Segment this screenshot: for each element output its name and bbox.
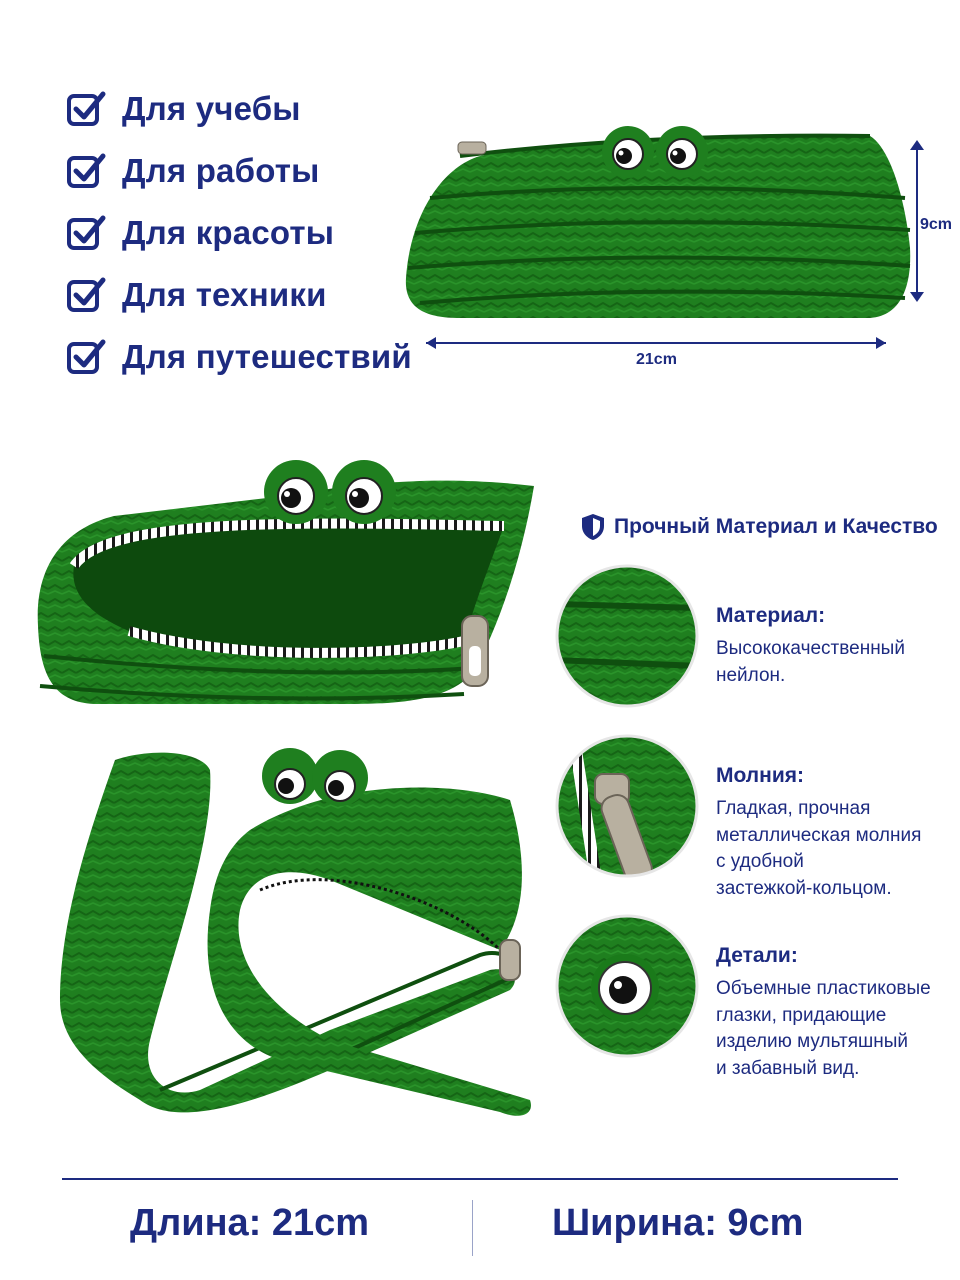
checkbox-checked-icon bbox=[66, 213, 106, 253]
footer-length: Длина: 21cm bbox=[130, 1202, 370, 1244]
width-dimension-label: 21cm bbox=[636, 351, 677, 368]
eyes-closeup-circle bbox=[555, 914, 699, 1058]
footer-vertical-separator bbox=[472, 1200, 473, 1256]
feature-text-line: застежкой-кольцом. bbox=[716, 877, 892, 899]
height-dimension-label: 9cm bbox=[920, 216, 953, 233]
checklist-item bbox=[66, 140, 426, 202]
feature-text-line: глазки, придающие bbox=[716, 1004, 887, 1026]
feature-text-line: Гладкая, прочная bbox=[716, 798, 871, 819]
material-closeup-circle bbox=[555, 564, 699, 708]
checklist-item bbox=[66, 326, 426, 388]
quality-heading bbox=[580, 512, 938, 542]
zipper-closeup-circle bbox=[555, 734, 699, 878]
feature-details bbox=[716, 944, 946, 1082]
width-dimension-arrow bbox=[424, 333, 888, 353]
shield-icon bbox=[580, 512, 606, 542]
feature-title: Детали: bbox=[716, 944, 798, 967]
pouch-unzipped-image bbox=[30, 740, 550, 1120]
quality-heading-text: Прочный Материал и Качество bbox=[614, 515, 938, 538]
checklist-label: Для красоты bbox=[122, 214, 335, 251]
usage-checklist bbox=[66, 78, 426, 388]
feature-title: Материал: bbox=[716, 604, 826, 627]
checkbox-checked-icon bbox=[66, 337, 106, 377]
feature-text-line: Высококачественный bbox=[716, 638, 905, 659]
feature-material bbox=[716, 604, 946, 689]
feature-text-line: Объемные пластиковые bbox=[716, 978, 931, 999]
feature-text-line: изделию мультяшный bbox=[716, 1031, 909, 1052]
pouch-open-image bbox=[34, 456, 554, 716]
checklist-label: Для путешествий bbox=[122, 338, 412, 375]
feature-text-line: нейлон. bbox=[716, 664, 786, 686]
checkbox-checked-icon bbox=[66, 89, 106, 129]
checklist-label: Для техники bbox=[122, 276, 327, 313]
checklist-item bbox=[66, 264, 426, 326]
footer-divider-line bbox=[62, 1178, 898, 1180]
feature-text-line: с удобной bbox=[716, 851, 804, 872]
feature-text-line: металлическая молния bbox=[716, 824, 922, 846]
pouch-closed-image bbox=[400, 118, 920, 328]
checklist-label: Для работы bbox=[122, 152, 320, 189]
checklist-label: Для учебы bbox=[122, 90, 301, 127]
feature-zipper bbox=[716, 764, 946, 902]
feature-text-line: и забавный вид. bbox=[716, 1057, 860, 1079]
checklist-item bbox=[66, 202, 426, 264]
checkbox-checked-icon bbox=[66, 275, 106, 315]
footer-width: Ширина: 9cm bbox=[552, 1202, 804, 1244]
checkbox-checked-icon bbox=[66, 151, 106, 191]
checklist-item bbox=[66, 78, 426, 140]
feature-title: Молния: bbox=[716, 764, 804, 787]
